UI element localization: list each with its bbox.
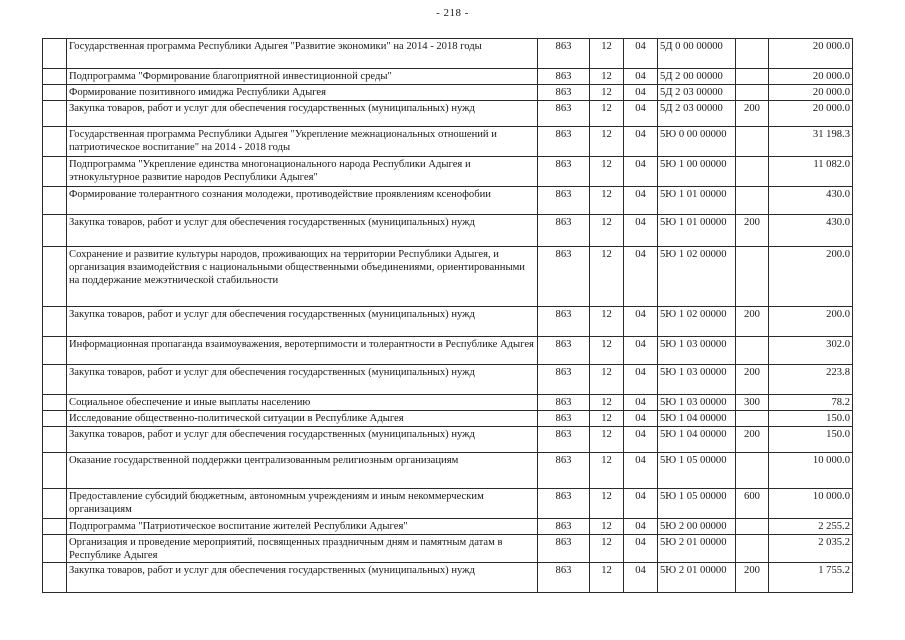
target-article-code: 5Ю 1 05 00000	[658, 489, 736, 519]
section-code: 12	[590, 101, 624, 127]
item-name: Организация и проведение мероприятий, посвященных праздничным дням и памятным датам в Республике Адыгея	[67, 535, 538, 563]
table-row	[43, 489, 853, 519]
ministry-code: 863	[538, 453, 590, 489]
item-name: Государственная программа Республики Адыгея "Укрепление межнациональных отношений и патриотическое воспитание" на 2014 - 2018 годы	[67, 127, 538, 157]
expense-type-code	[736, 535, 769, 563]
amount: 150.0	[769, 411, 853, 427]
table-row	[43, 101, 853, 127]
target-article-code: 5Ю 1 00 00000	[658, 157, 736, 187]
item-name: Закупка товаров, работ и услуг для обеспечения государственных (муниципальных) нужд	[67, 215, 538, 247]
amount: 430.0	[769, 215, 853, 247]
row-margin-cell	[43, 39, 67, 69]
ministry-code: 863	[538, 307, 590, 337]
target-article-code: 5Ю 1 04 00000	[658, 427, 736, 453]
section-code: 12	[590, 215, 624, 247]
ministry-code: 863	[538, 489, 590, 519]
subsection-code: 04	[624, 427, 658, 453]
item-name: Формирование позитивного имиджа Республики Адыгея	[67, 85, 538, 101]
ministry-code: 863	[538, 215, 590, 247]
subsection-code: 04	[624, 127, 658, 157]
table-row	[43, 247, 853, 307]
subsection-code: 04	[624, 187, 658, 215]
row-margin-cell	[43, 563, 67, 593]
expense-type-code	[736, 247, 769, 307]
subsection-code: 04	[624, 157, 658, 187]
table-row	[43, 453, 853, 489]
section-code: 12	[590, 85, 624, 101]
ministry-code: 863	[538, 39, 590, 69]
subsection-code: 04	[624, 411, 658, 427]
row-margin-cell	[43, 247, 67, 307]
target-article-code: 5Ю 1 02 00000	[658, 247, 736, 307]
expense-type-code: 300	[736, 395, 769, 411]
section-code: 12	[590, 535, 624, 563]
amount: 430.0	[769, 187, 853, 215]
item-name: Государственная программа Республики Адыгея "Развитие экономики" на 2014 - 2018 годы	[67, 39, 538, 69]
ministry-code: 863	[538, 411, 590, 427]
table-row	[43, 157, 853, 187]
item-name: Оказание государственной поддержки централизованным религиозным организациям	[67, 453, 538, 489]
ministry-code: 863	[538, 337, 590, 365]
row-margin-cell	[43, 453, 67, 489]
section-code: 12	[590, 247, 624, 307]
expense-type-code	[736, 127, 769, 157]
expense-type-code	[736, 411, 769, 427]
row-margin-cell	[43, 395, 67, 411]
target-article-code: 5Ю 1 03 00000	[658, 365, 736, 395]
item-name: Закупка товаров, работ и услуг для обеспечения государственных (муниципальных) нужд	[67, 365, 538, 395]
section-code: 12	[590, 519, 624, 535]
section-code: 12	[590, 563, 624, 593]
item-name: Формирование толерантного сознания молодежи, противодействие проявлениям ксенофобии	[67, 187, 538, 215]
amount: 10 000.0	[769, 453, 853, 489]
subsection-code: 04	[624, 215, 658, 247]
item-name: Исследование общественно-политической ситуации в Республике Адыгея	[67, 411, 538, 427]
subsection-code: 04	[624, 453, 658, 489]
amount: 31 198.3	[769, 127, 853, 157]
amount: 20 000.0	[769, 39, 853, 69]
item-name: Закупка товаров, работ и услуг для обеспечения государственных (муниципальных) нужд	[67, 101, 538, 127]
amount: 11 082.0	[769, 157, 853, 187]
table-row	[43, 187, 853, 215]
amount: 200.0	[769, 247, 853, 307]
target-article-code: 5Д 2 03 00000	[658, 85, 736, 101]
table-row	[43, 563, 853, 593]
table-row	[43, 535, 853, 563]
expense-type-code: 200	[736, 307, 769, 337]
section-code: 12	[590, 39, 624, 69]
amount: 20 000.0	[769, 69, 853, 85]
row-margin-cell	[43, 337, 67, 365]
expense-type-code	[736, 519, 769, 535]
section-code: 12	[590, 453, 624, 489]
target-article-code: 5Ю 1 04 00000	[658, 411, 736, 427]
amount: 150.0	[769, 427, 853, 453]
ministry-code: 863	[538, 187, 590, 215]
ministry-code: 863	[538, 519, 590, 535]
target-article-code: 5Ю 1 05 00000	[658, 453, 736, 489]
target-article-code: 5Ю 1 01 00000	[658, 215, 736, 247]
page-number: - 218 -	[436, 7, 469, 19]
row-margin-cell	[43, 411, 67, 427]
item-name: Сохранение и развитие культуры народов, проживающих на территории Республики Адыгея, и организация взаимодействия с национальными общественными объединениями, ориентированными на поддержание межэтнической стабильности	[67, 247, 538, 307]
ministry-code: 863	[538, 365, 590, 395]
section-code: 12	[590, 337, 624, 365]
amount: 200.0	[769, 307, 853, 337]
target-article-code: 5Д 2 03 00000	[658, 101, 736, 127]
table-row	[43, 365, 853, 395]
target-article-code: 5Ю 2 01 00000	[658, 535, 736, 563]
table-row	[43, 127, 853, 157]
table-row	[43, 215, 853, 247]
section-code: 12	[590, 157, 624, 187]
section-code: 12	[590, 411, 624, 427]
amount: 1 755.2	[769, 563, 853, 593]
table-row	[43, 519, 853, 535]
subsection-code: 04	[624, 247, 658, 307]
amount: 2 255.2	[769, 519, 853, 535]
section-code: 12	[590, 365, 624, 395]
subsection-code: 04	[624, 337, 658, 365]
expense-type-code	[736, 453, 769, 489]
subsection-code: 04	[624, 69, 658, 85]
expense-type-code	[736, 85, 769, 101]
ministry-code: 863	[538, 157, 590, 187]
amount: 10 000.0	[769, 489, 853, 519]
table-row	[43, 39, 853, 69]
section-code: 12	[590, 127, 624, 157]
amount: 20 000.0	[769, 101, 853, 127]
row-margin-cell	[43, 215, 67, 247]
subsection-code: 04	[624, 39, 658, 69]
section-code: 12	[590, 427, 624, 453]
expense-type-code: 200	[736, 215, 769, 247]
target-article-code: 5Ю 2 00 00000	[658, 519, 736, 535]
section-code: 12	[590, 69, 624, 85]
amount: 20 000.0	[769, 85, 853, 101]
subsection-code: 04	[624, 395, 658, 411]
table-row	[43, 411, 853, 427]
ministry-code: 863	[538, 85, 590, 101]
section-code: 12	[590, 307, 624, 337]
item-name: Информационная пропаганда взаимоуважения, веротерпимости и толерантности в Республике Адыгея	[67, 337, 538, 365]
section-code: 12	[590, 187, 624, 215]
row-margin-cell	[43, 69, 67, 85]
table-row	[43, 337, 853, 365]
item-name: Социальное обеспечение и иные выплаты населению	[67, 395, 538, 411]
subsection-code: 04	[624, 85, 658, 101]
target-article-code: 5Ю 1 03 00000	[658, 337, 736, 365]
ministry-code: 863	[538, 427, 590, 453]
subsection-code: 04	[624, 365, 658, 395]
section-code: 12	[590, 489, 624, 519]
expense-type-code: 200	[736, 101, 769, 127]
item-name: Закупка товаров, работ и услуг для обеспечения государственных (муниципальных) нужд	[67, 427, 538, 453]
row-margin-cell	[43, 101, 67, 127]
ministry-code: 863	[538, 101, 590, 127]
amount: 78.2	[769, 395, 853, 411]
row-margin-cell	[43, 535, 67, 563]
row-margin-cell	[43, 85, 67, 101]
expense-type-code	[736, 39, 769, 69]
target-article-code: 5Ю 1 02 00000	[658, 307, 736, 337]
row-margin-cell	[43, 365, 67, 395]
table-row	[43, 307, 853, 337]
target-article-code: 5Д 0 00 00000	[658, 39, 736, 69]
section-code: 12	[590, 395, 624, 411]
table-row	[43, 85, 853, 101]
expense-type-code: 200	[736, 365, 769, 395]
target-article-code: 5Ю 1 03 00000	[658, 395, 736, 411]
expense-type-code	[736, 157, 769, 187]
table-body	[43, 39, 853, 593]
amount: 223.8	[769, 365, 853, 395]
target-article-code: 5Ю 2 01 00000	[658, 563, 736, 593]
item-name: Подпрограмма "Формирование благоприятной инвестиционной среды"	[67, 69, 538, 85]
row-margin-cell	[43, 489, 67, 519]
subsection-code: 04	[624, 563, 658, 593]
row-margin-cell	[43, 127, 67, 157]
table-row	[43, 395, 853, 411]
amount: 302.0	[769, 337, 853, 365]
subsection-code: 04	[624, 101, 658, 127]
target-article-code: 5Ю 1 01 00000	[658, 187, 736, 215]
subsection-code: 04	[624, 307, 658, 337]
budget-table	[42, 38, 853, 593]
ministry-code: 863	[538, 563, 590, 593]
ministry-code: 863	[538, 395, 590, 411]
subsection-code: 04	[624, 489, 658, 519]
item-name: Подпрограмма "Патриотическое воспитание жителей Республики Адыгея"	[67, 519, 538, 535]
item-name: Подпрограмма "Укрепление единства многонационального народа Республики Адыгея и этнокультурное развитие народов Республики Адыгея"	[67, 157, 538, 187]
subsection-code: 04	[624, 519, 658, 535]
row-margin-cell	[43, 187, 67, 215]
expense-type-code	[736, 69, 769, 85]
ministry-code: 863	[538, 127, 590, 157]
item-name: Закупка товаров, работ и услуг для обеспечения государственных (муниципальных) нужд	[67, 563, 538, 593]
target-article-code: 5Ю 0 00 00000	[658, 127, 736, 157]
amount: 2 035.2	[769, 535, 853, 563]
row-margin-cell	[43, 157, 67, 187]
expense-type-code: 200	[736, 427, 769, 453]
expense-type-code	[736, 337, 769, 365]
target-article-code: 5Д 2 00 00000	[658, 69, 736, 85]
table-row	[43, 69, 853, 85]
row-margin-cell	[43, 519, 67, 535]
item-name: Предоставление субсидий бюджетным, автономным учреждениям и иным некоммерческим организациям	[67, 489, 538, 519]
table-row	[43, 427, 853, 453]
row-margin-cell	[43, 307, 67, 337]
ministry-code: 863	[538, 247, 590, 307]
expense-type-code	[736, 187, 769, 215]
ministry-code: 863	[538, 535, 590, 563]
subsection-code: 04	[624, 535, 658, 563]
item-name: Закупка товаров, работ и услуг для обеспечения государственных (муниципальных) нужд	[67, 307, 538, 337]
expense-type-code: 200	[736, 563, 769, 593]
expense-type-code: 600	[736, 489, 769, 519]
row-margin-cell	[43, 427, 67, 453]
ministry-code: 863	[538, 69, 590, 85]
